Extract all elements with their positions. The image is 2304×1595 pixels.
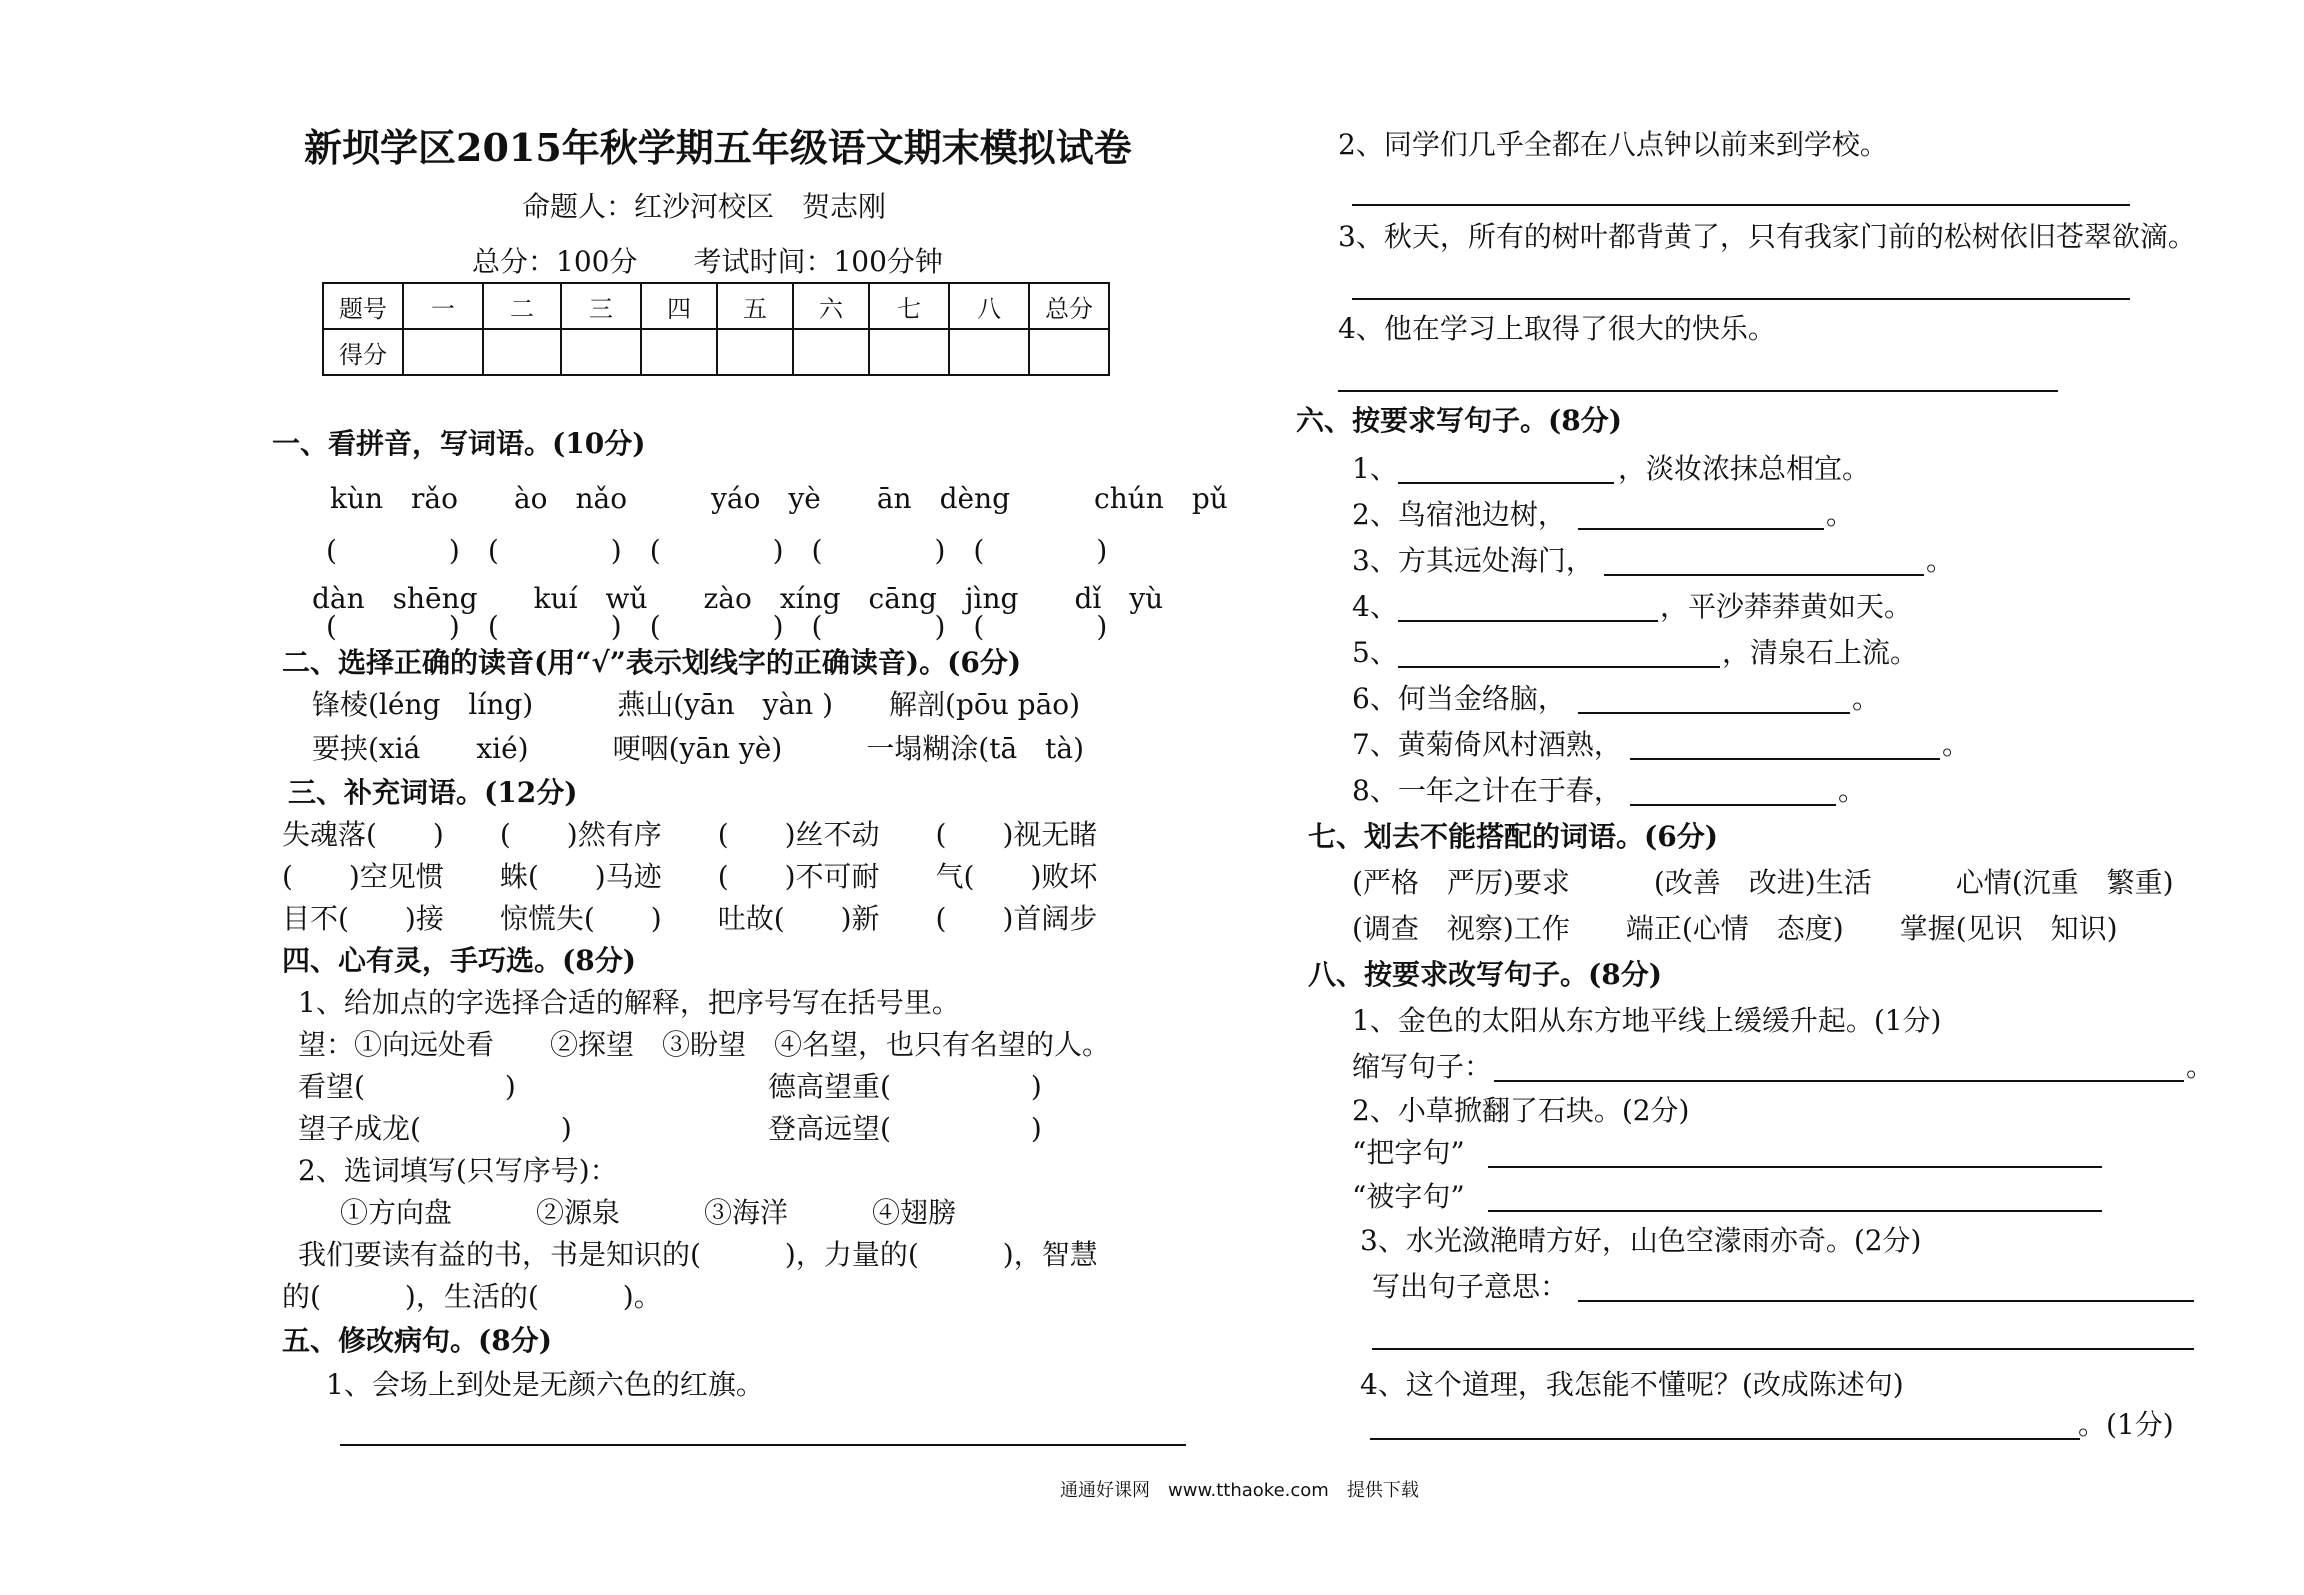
s6-item-5-text: ，清泉石上流。 [1722, 636, 1919, 669]
s6-item-3-end: 。 [1926, 544, 1955, 577]
s4-question-1: 1、给加点的字选择合适的解释，把序号写在括号里。 [298, 986, 960, 1019]
reading-row-1: 锋棱(léng líng) 燕山(yān yàn ) 解剖(pōu pāo) [312, 688, 1081, 721]
score-col-7: 七 [869, 283, 949, 329]
idiom-row-2: ( )空见惯 蛛( )马迹 ( )不可耐 气( )败坏 [282, 860, 1098, 893]
s6-item-6-blank[interactable] [1578, 712, 1850, 714]
section-4-heading: 四、心有灵，手巧选。(8分) [282, 944, 636, 977]
s6-item-5-num: 5、 [1352, 636, 1398, 669]
s8-q4-end: 。(1分) [2078, 1408, 2174, 1441]
score-col-6: 六 [793, 283, 869, 329]
s8-q3-blank-1[interactable] [1578, 1300, 2194, 1302]
s8-question-4: 4、这个道理，我怎能不懂呢？(改成陈述句) [1360, 1368, 1904, 1401]
score-total-label: 总分 [1029, 283, 1109, 329]
s8-q4-blank[interactable] [1370, 1438, 2080, 1440]
s5-question-2: 2、同学们几乎全都在八点钟以前来到学校。 [1338, 128, 1888, 161]
score-col-1: 一 [403, 283, 483, 329]
s5-answer-line-1[interactable] [340, 1444, 1186, 1446]
section-2-heading: 二、选择正确的读音(用“√”表示划线字的正确读音)。(6分) [282, 646, 1022, 679]
s8-q1-end: 。 [2186, 1050, 2215, 1083]
s6-item-7-end: 。 [1942, 728, 1971, 761]
s6-item-2-text: 2、鸟宿池边树， [1352, 498, 1566, 531]
answer-parens-row-1[interactable]: ( ) ( ) ( ) ( ) ( ) [326, 534, 1108, 567]
score-cell[interactable] [793, 329, 869, 375]
score-cell[interactable] [561, 329, 641, 375]
s6-item-8-end: 。 [1838, 774, 1867, 807]
s5-question-3: 3、秋天，所有的树叶都背黄了，只有我家门前的松树依旧苍翠欲滴。 [1338, 220, 2196, 253]
score-table-score-row [323, 329, 1109, 375]
s6-item-8-text: 8、一年之计在于春， [1352, 774, 1622, 807]
score-col-8: 八 [949, 283, 1029, 329]
s4-item-denggaoyuanwang: 登高远望( ) [768, 1112, 1042, 1145]
reading-row-2: 要挟(xiá xié) 哽咽(yān yè) 一塌糊涂(tā tà) [312, 732, 1085, 765]
s8-q2-bei-label: “被字句” [1352, 1180, 1465, 1213]
s4-item-kanwang: 看望( ) [298, 1070, 516, 1103]
s8-question-1: 1、金色的太阳从东方地平线上缓缓升起。(1分) [1352, 1004, 1942, 1037]
section-6-heading: 六、按要求写句子。(8分) [1296, 404, 1622, 437]
score-col-4: 四 [641, 283, 717, 329]
s6-item-6-end: 。 [1852, 682, 1881, 715]
score-cell[interactable] [717, 329, 793, 375]
s4-fill-line-1: 我们要读有益的书，书是知识的( )，力量的( )，智慧 [298, 1238, 1098, 1271]
score-cell[interactable] [1029, 329, 1109, 375]
score-row-label: 得分 [323, 329, 403, 375]
answer-parens-row-2[interactable]: ( ) ( ) ( ) ( ) ( ) [326, 610, 1108, 643]
s6-item-7-blank[interactable] [1630, 758, 1940, 760]
s7-row-2: (调查 视察)工作 端正(心情 态度) 掌握(见识 知识) [1352, 912, 2118, 945]
pinyin-row-2: dàn shēng kuí wǔ zào xíng cāng jìng dǐ yù [312, 582, 1164, 615]
s6-item-2-end: 。 [1826, 498, 1855, 531]
s6-item-5-blank[interactable] [1398, 666, 1720, 668]
s4-item-degaowangzhong: 德高望重( ) [768, 1070, 1042, 1103]
s8-q1-label: 缩写句子： [1352, 1050, 1493, 1083]
s8-q3-label: 写出句子意思： [1372, 1270, 1569, 1303]
s5-question-1: 1、会场上到处是无颜六色的红旗。 [326, 1368, 764, 1401]
exam-meta: 总分：100分 考试时间：100分钟 [472, 245, 943, 278]
idiom-row-1: 失魂落( ) ( )然有序 ( )丝不动 ( )视无睹 [282, 818, 1098, 851]
s6-item-2-blank[interactable] [1578, 528, 1824, 530]
s6-item-8-blank[interactable] [1630, 804, 1836, 806]
s6-item-4-num: 4、 [1352, 590, 1398, 623]
s6-item-1-blank[interactable] [1398, 482, 1614, 484]
author-line: 命题人：红沙河校区 贺志刚 [522, 190, 887, 223]
s4-options: 望：①向远处看 ②探望 ③盼望 ④名望，也只有名望的人。 [298, 1028, 1111, 1061]
s4-question-2: 2、选词填写(只写序号)： [298, 1154, 618, 1187]
s6-item-4-blank[interactable] [1398, 620, 1658, 622]
s8-q1-blank[interactable] [1494, 1080, 2184, 1082]
page-title: 新坝学区2015年秋学期五年级语文期末模拟试卷 [304, 125, 1132, 170]
score-cell[interactable] [949, 329, 1029, 375]
s4-choices: ①方向盘 ②源泉 ③海洋 ④翅膀 [340, 1196, 957, 1229]
s5-answer-line-3[interactable] [1352, 298, 2130, 300]
score-cell[interactable] [869, 329, 949, 375]
section-8-heading: 八、按要求改写句子。(8分) [1308, 958, 1662, 991]
idiom-row-3: 目不( )接 惊慌失( ) 吐故( )新 ( )首阔步 [282, 902, 1098, 935]
score-cell[interactable] [641, 329, 717, 375]
s7-row-1: (严格 严厉)要求 (改善 改进)生活 心情(沉重 繁重) [1352, 866, 2174, 899]
s5-answer-line-4[interactable] [1338, 390, 2058, 392]
s6-item-1-num: 1、 [1352, 452, 1398, 485]
section-5-heading: 五、修改病句。(8分) [282, 1324, 552, 1357]
s5-question-4: 4、他在学习上取得了很大的快乐。 [1338, 312, 1776, 345]
s4-item-wangzichenglong: 望子成龙( ) [298, 1112, 572, 1145]
score-table [322, 282, 1110, 376]
score-col-2: 二 [483, 283, 561, 329]
s6-item-4-text: ，平沙莽莽黄如天。 [1660, 590, 1913, 623]
section-1-heading: 一、看拼音，写词语。(10分) [272, 427, 646, 460]
s4-fill-line-2: 的( )，生活的( )。 [282, 1280, 662, 1313]
footer-credit: 通通好课网 www.tthaoke.com 提供下载 [1060, 1480, 1419, 1501]
score-header-label: 题号 [323, 283, 403, 329]
s6-item-1-text: ，淡妆浓抹总相宜。 [1618, 452, 1871, 485]
section-7-heading: 七、划去不能搭配的词语。(6分) [1308, 820, 1718, 853]
s8-q2-ba-blank[interactable] [1488, 1166, 2102, 1168]
s5-answer-line-2[interactable] [1352, 204, 2130, 206]
s8-question-3: 3、水光潋滟晴方好，山色空濛雨亦奇。(2分) [1360, 1224, 1922, 1257]
score-table-header-row [323, 283, 1109, 329]
score-cell[interactable] [403, 329, 483, 375]
section-3-heading: 三、补充词语。(12分) [288, 776, 578, 809]
s8-q3-blank-2[interactable] [1372, 1348, 2194, 1350]
score-col-3: 三 [561, 283, 641, 329]
s8-q2-bei-blank[interactable] [1488, 1210, 2102, 1212]
pinyin-row-1: kùn rǎo ào nǎo yáo yè ān dèng chún pǔ [330, 482, 1228, 515]
s6-item-3-text: 3、方其远处海门， [1352, 544, 1594, 577]
score-col-5: 五 [717, 283, 793, 329]
score-cell[interactable] [483, 329, 561, 375]
s8-q2-ba-label: “把字句” [1352, 1136, 1465, 1169]
s8-question-2: 2、小草掀翻了石块。(2分) [1352, 1094, 1690, 1127]
s6-item-7-text: 7、黄菊倚风村酒熟， [1352, 728, 1622, 761]
s6-item-6-text: 6、何当金络脑， [1352, 682, 1566, 715]
s6-item-3-blank[interactable] [1604, 574, 1924, 576]
